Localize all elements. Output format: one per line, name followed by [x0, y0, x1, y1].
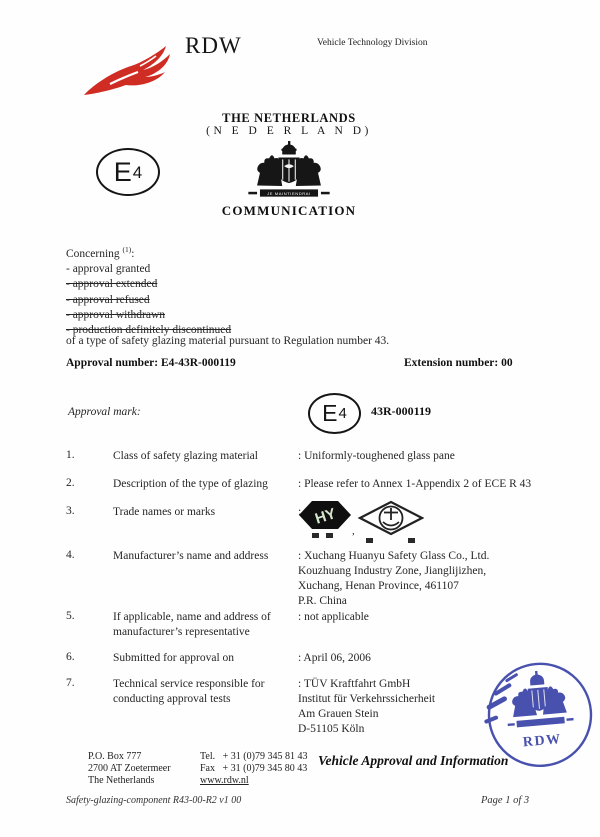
- item-value: : Please refer to Annex 1-Appendix 2 of ECE R 43: [298, 478, 532, 490]
- rdw-brand-text: RDW: [185, 33, 242, 58]
- concerning-label: [66, 245, 134, 260]
- label-line: If applicable, name and address of: [113, 611, 271, 623]
- label-line: Technical service responsible for: [113, 678, 265, 690]
- e4-digit: 4: [132, 162, 143, 182]
- footer-address: [88, 751, 171, 786]
- value-line: Kouzhuang Industry Zone, Jianglijizhen,: [298, 565, 487, 577]
- label-line: conducting approval tests: [113, 693, 231, 705]
- svg-text:HY: HY: [312, 505, 339, 528]
- option-approval-refused: - approval refused: [66, 293, 150, 306]
- item-number: 6.: [66, 651, 75, 663]
- value-line: Xuchang, Henan Province, 461107: [298, 580, 459, 592]
- address-line: 2700 AT Zoetermeer: [88, 762, 171, 774]
- option-approval-granted: - approval granted: [66, 263, 151, 275]
- approval-number: Approval number: E4-43R-000119: [66, 357, 236, 369]
- document-reference: Safety-glazing-component R43-00-R2 v1 00: [66, 795, 242, 806]
- value-line: Am Grauen Stein: [298, 708, 379, 720]
- item-number: 7.: [66, 677, 75, 689]
- page-number: Page 1 of 3: [481, 795, 530, 806]
- website-text: www.rdw.nl: [200, 774, 249, 786]
- item-label: Description of the type of glazing: [113, 478, 268, 490]
- item-value: : not applicable: [298, 611, 369, 623]
- address-line: The Netherlands: [88, 774, 155, 786]
- item-value: :: [298, 506, 302, 518]
- netherlands-coat-of-arms-icon: [239, 141, 339, 201]
- tel-value: + 31 (0)79 345 81 43: [222, 751, 308, 762]
- approval-mark-digit: 4: [338, 405, 347, 422]
- concerning-footnote-ref: (1): [122, 245, 132, 254]
- country-subtitle: (N E D E R L A N D): [206, 125, 372, 137]
- country-title: THE NETHERLANDS: [222, 111, 356, 125]
- option-production-discontinued: - production definitely discontinued: [66, 324, 232, 337]
- footer-contact: [200, 751, 307, 786]
- approval-mark-label: Approval mark:: [68, 406, 141, 418]
- tel-line: [200, 751, 307, 763]
- extension-number: Extension number: 00: [404, 357, 513, 369]
- item-label: [113, 610, 303, 640]
- fax-value: + 31 (0)79 345 80 43: [222, 762, 308, 774]
- option-approval-withdrawn: - approval withdrawn: [66, 308, 165, 321]
- item-value: : Uniformly-toughened glass pane: [298, 450, 455, 462]
- concerning-closing: of a type of safety glazing material pursuant to Regulation number 43.: [66, 335, 390, 347]
- approval-mark-letter: E: [322, 400, 338, 426]
- stamp-rdw-text: RDW: [522, 732, 563, 751]
- item-number: 2.: [66, 477, 75, 489]
- tel-label: Tel.: [200, 751, 216, 762]
- item-number: 3.: [66, 505, 75, 517]
- division-label: Vehicle Technology Division: [317, 38, 428, 48]
- item-value: [298, 549, 598, 609]
- item-label: [113, 677, 303, 707]
- rdw-swoosh-icon: [82, 44, 177, 100]
- item-label: Submitted for approval on: [113, 652, 235, 664]
- concerning-colon: :: [131, 247, 135, 260]
- trademark-separator: ,: [352, 525, 355, 537]
- concerning-word: Concerning: [66, 247, 123, 260]
- approval-mark-e4-badge: [308, 393, 361, 434]
- value-line: Institut für Verkehrssicherheit: [298, 693, 436, 705]
- value-line: D-51105 Köln: [298, 723, 365, 735]
- e4-letter: E: [113, 156, 132, 187]
- label-line: manufacturer’s representative: [113, 626, 250, 638]
- concerning-options: [66, 262, 231, 338]
- motto-text: JE MAINTIENDRAI: [267, 191, 311, 196]
- huanyu-hexagon-trademark-icon: [297, 497, 353, 541]
- fax-line: [200, 763, 307, 775]
- value-line: : TÜV Kraftfahrt GmbH: [298, 678, 411, 690]
- value-line: P.R. China: [298, 595, 347, 607]
- value-line: : Xuchang Huanyu Safety Glass Co., Ltd.: [298, 550, 490, 562]
- fax-label: Fax: [200, 762, 215, 774]
- item-number: 1.: [66, 449, 75, 461]
- item-number: 5.: [66, 610, 75, 622]
- footer-tagline: Vehicle Approval and Information: [318, 753, 509, 768]
- communication-title: COMMUNICATION: [221, 203, 357, 218]
- diamond-trademark-icon: [358, 499, 424, 545]
- option-approval-extended: - approval extended: [66, 278, 158, 291]
- item-number: 4.: [66, 549, 75, 561]
- item-label: Trade names or marks: [113, 506, 216, 518]
- address-line: P.O. Box 777: [88, 751, 142, 762]
- item-label: Class of safety glazing material: [113, 450, 258, 462]
- item-label: Manufacturer’s name and address: [113, 550, 269, 562]
- e4-mark: [96, 148, 160, 196]
- item-value: : April 06, 2006: [298, 652, 371, 664]
- approval-mark-number: 43R-000119: [371, 404, 431, 418]
- coat-of-arms-wrap: [0, 141, 589, 206]
